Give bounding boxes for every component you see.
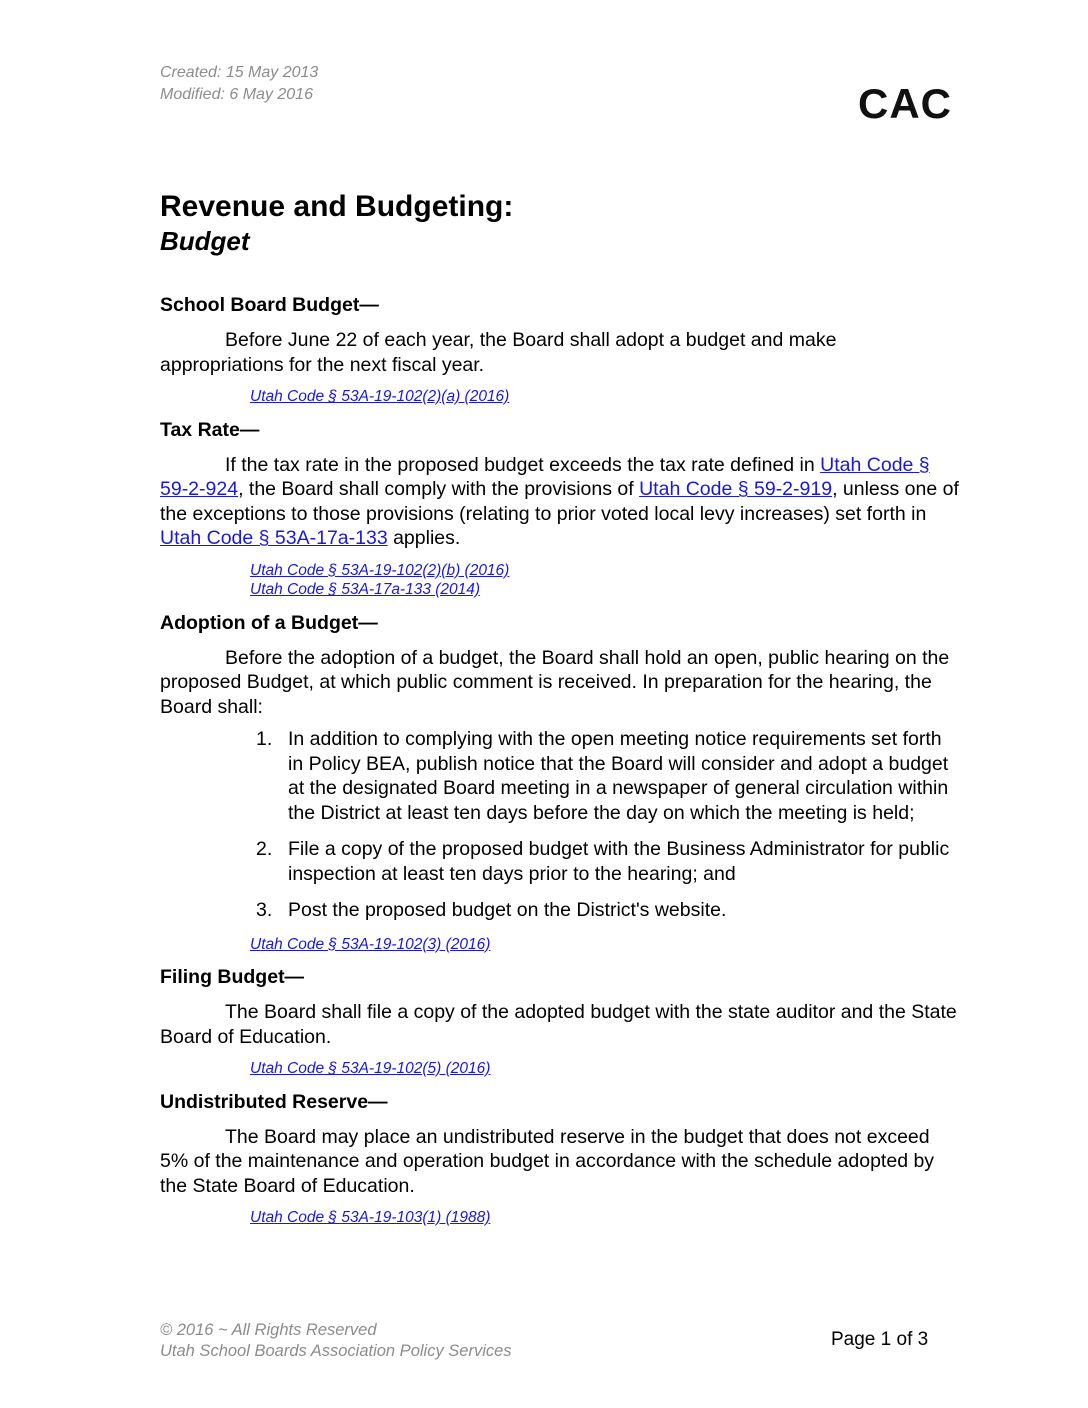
organization-text: Utah School Boards Association Policy Services: [160, 1342, 512, 1360]
inline-code-link[interactable]: Utah Code § 59-2-919: [639, 478, 833, 500]
section-heading: Adoption of a Budget—: [160, 611, 378, 634]
page-number: Page 1 of 3: [831, 1329, 929, 1350]
text-fragment: applies.: [387, 527, 461, 549]
citation-block: [250, 561, 960, 600]
list-item: [250, 837, 960, 886]
copyright-text: © 2016 ~ All Rights Reserved: [160, 1321, 377, 1339]
section-text: The Board shall file a copy of the adopted budget with the state auditor and the State Board of Education.: [160, 1001, 957, 1048]
list-item-text: In addition to complying with the open meeting notice requirements set forth in Policy BEA, publish notice that the Board will consider and adopt a budget at the designated Board meeting in a newspaper of general circulation within the District at least ten days before the day on which the meeting is held;: [288, 728, 949, 824]
footer-copyright: [160, 1320, 512, 1362]
document-body: [160, 292, 960, 1238]
citation-link[interactable]: Utah Code § 53A-19-102(3) (2016): [250, 935, 491, 953]
text-fragment: If the tax rate in the proposed budget exceeds the tax rate defined in: [225, 453, 821, 476]
section-text: Before June 22 of each year, the Board shall adopt a budget and make appropriations for the next fiscal year.: [160, 329, 837, 376]
citation-block: [250, 1059, 960, 1079]
section-heading: Undistributed Reserve—: [160, 1090, 388, 1113]
citation-block: [250, 935, 960, 955]
section-heading: Tax Rate—: [160, 418, 260, 441]
citation-link[interactable]: Utah Code § 53A-19-102(2)(a) (2016): [250, 388, 510, 405]
title-sub: Budget: [160, 226, 250, 256]
requirements-list: [160, 727, 960, 923]
modified-date: Modified: 6 May 2016: [160, 86, 313, 103]
list-number: 2.: [256, 838, 273, 860]
policy-code: CAC: [858, 80, 952, 127]
section-school-board-budget: [160, 292, 960, 407]
list-number: 1.: [256, 728, 273, 750]
list-number: 3.: [256, 899, 273, 921]
section-filing: [160, 964, 960, 1079]
document-dates: [160, 62, 318, 106]
section-text: The Board may place an undistributed reserve in the budget that does not exceed 5% of the maintenance and operation budget in accordance with the schedule adopted by the State Board of Education.: [160, 1125, 935, 1197]
created-date: Created: 15 May 2013: [160, 64, 319, 81]
list-item: [250, 898, 960, 923]
section-heading: School Board Budget—: [160, 294, 379, 316]
section-adoption: [160, 610, 960, 955]
document-title: [160, 190, 513, 258]
inline-code-link[interactable]: Utah Code § 59-2-924: [160, 453, 930, 500]
text-fragment: , unless one of the exceptions to those provisions (relating to prior voted local levy increases) set forth in: [160, 478, 959, 525]
title-main: Revenue and Budgeting:: [160, 190, 514, 223]
list-item-text: Post the proposed budget on the District's website.: [288, 899, 727, 921]
section-tax-rate: [160, 417, 960, 600]
citation-link[interactable]: Utah Code § 53A-19-103(1) (1988): [250, 1209, 491, 1226]
citation-block: [250, 1208, 960, 1228]
list-item-text: File a copy of the proposed budget with the Business Administrator for public inspection at least ten days prior to the hearing; and: [288, 838, 950, 885]
list-item: [250, 727, 960, 825]
citation-link[interactable]: Utah Code § 53A-19-102(2)(b) (2016): [250, 561, 510, 579]
section-heading: Filing Budget—: [160, 966, 305, 988]
section-text: Before the adoption of a budget, the Board shall hold an open, public hearing on the proposed Budget, at which public comment is received. In preparation for the hearing, the Board shall:: [160, 646, 950, 718]
citation-link[interactable]: Utah Code § 53A-17a-133 (2014): [250, 581, 481, 598]
section-reserve: [160, 1089, 960, 1228]
citation-block: [250, 387, 960, 407]
inline-code-link[interactable]: Utah Code § 53A-17a-133: [160, 527, 388, 549]
text-fragment: , the Board shall comply with the provisions of: [238, 478, 640, 500]
section-text: [160, 453, 960, 551]
citation-link[interactable]: Utah Code § 53A-19-102(5) (2016): [250, 1060, 491, 1077]
